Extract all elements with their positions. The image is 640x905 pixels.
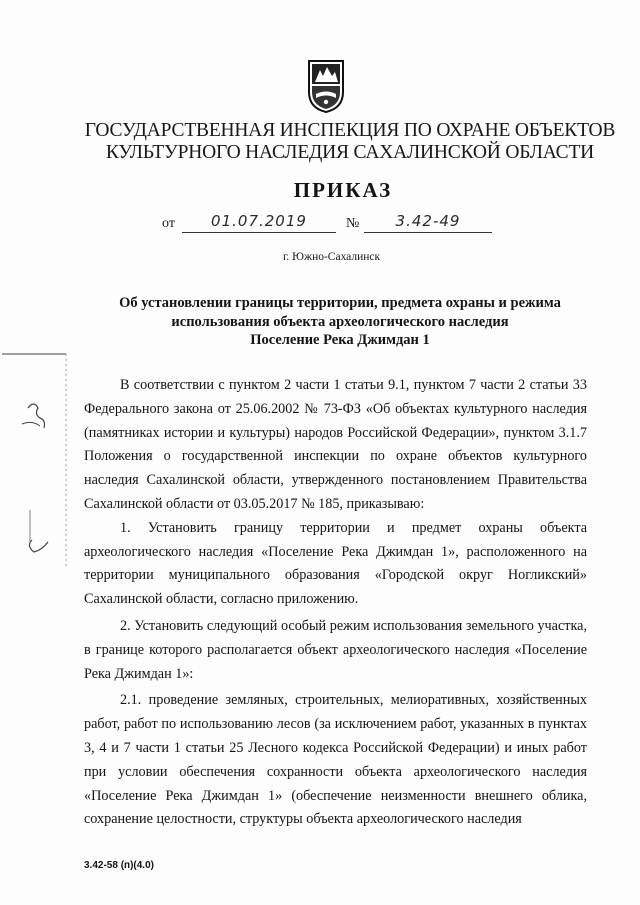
number-label: №: [346, 216, 360, 231]
subject-line-2: использования объекта археологического наследия: [171, 313, 509, 330]
sakhalin-coat-of-arms-icon: [306, 58, 346, 114]
from-label: от: [162, 216, 175, 231]
document-type-title: ПРИКАЗ: [293, 178, 393, 202]
body-paragraph-3: 2. Установить следующий особый режим использования земельного участка, в границе которого располагается объект археологического наследия «Поселение Река Джимдан 1»:: [84, 617, 587, 682]
document-code: 3.42-58 (п)(4.0): [84, 860, 154, 871]
body-paragraph-2: 1. Установить границу территории и предмет охраны объекта археологического наследия «Поселение Река Джимдан 1», расположенного на территории муниципального образования «Городской округ Ногликский» Сахалинской области, согласно приложению.: [84, 519, 587, 608]
order-date: 01.07.2019: [182, 212, 336, 233]
subject-line-3: Поселение Река Джимдан 1: [250, 332, 430, 348]
order-number: 3.42-49: [364, 212, 492, 233]
issue-city: г. Южно-Сахалинск: [283, 251, 381, 263]
organization-title-line-1: ГОСУДАРСТВЕННАЯ ИНСПЕКЦИЯ ПО ОХРАНЕ ОБЪЕКТОВ: [84, 120, 616, 141]
document-body: [84, 374, 587, 832]
organization-title-line-2: КУЛЬТУРНОГО НАСЛЕДИЯ САХАЛИНСКОЙ ОБЛАСТИ: [105, 142, 595, 163]
subject-line-1: Об установлении границы территории, предмета охраны и режима: [119, 295, 561, 311]
margin-stamp-mark: [0, 350, 70, 570]
order-subject: [60, 294, 620, 350]
body-paragraph-1: В соответствии с пунктом 2 части 1 статьи 9.1, пунктом 7 части 2 статьи 33 Федерального закона от 25.06.2002 № 73-ФЗ «Об объектах культурного наследия (памятниках истории и культуры) народов Российской Федерации», пунктом 3.1.7 Положения о государственной инспекции по охране объектов культурного наследия Сахалинской области, утвержденного постановлением Правительства Сахалинской области от 03.05.2017 № 185, приказываю:: [84, 377, 587, 512]
body-paragraph-4: 2.1. проведение земляных, строительных, мелиоративных, хозяйственных работ, работ по использованию лесов (за исключением работ, указанных в пунктах 3, 4 и 7 части 1 статьи 25 Лесного кодекса Российской Федерации) и иных работ при условии обеспечения сохранности объекта археологического наследия «Поселение Река Джимдан 1» (обеспечение неизменности внешнего облика, сохранение целостности, структуры объекта археологического наследия: [84, 692, 587, 828]
order-date-number-line: [160, 212, 500, 236]
